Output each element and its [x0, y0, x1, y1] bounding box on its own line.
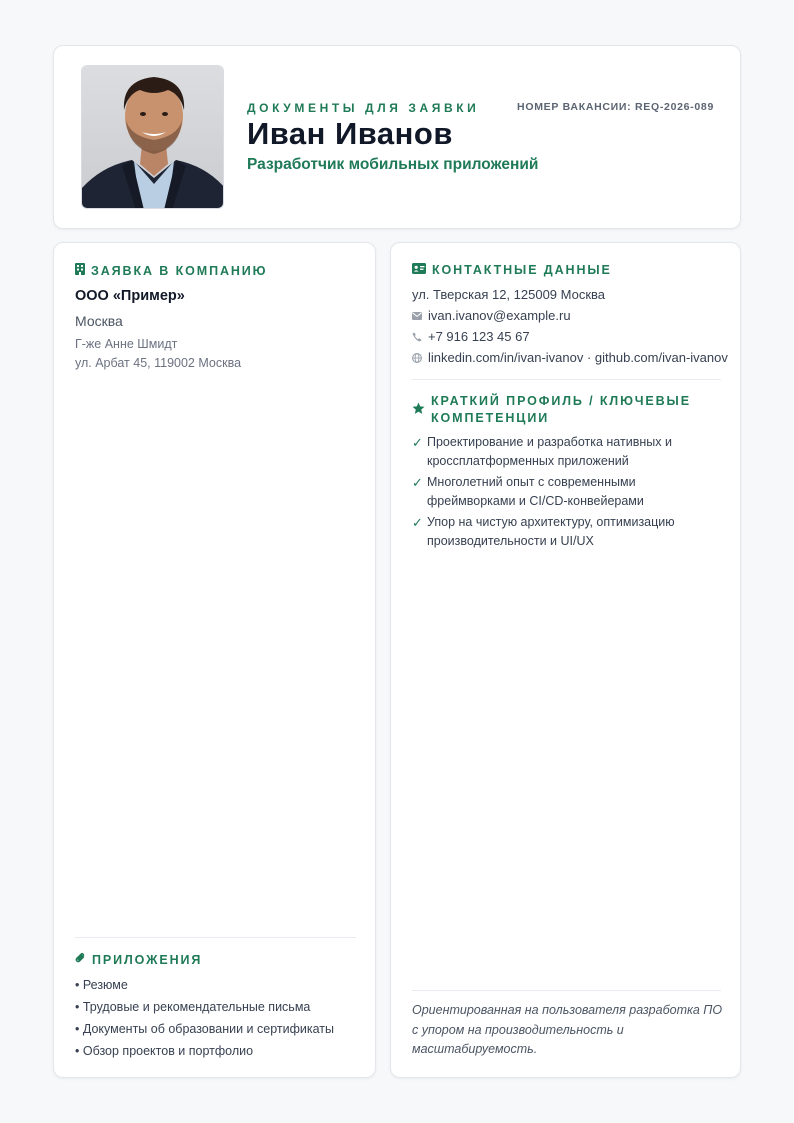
competency-text: Проектирование и разработка нативных и кроссплатформенных приложений [427, 435, 672, 468]
contact-phone[interactable]: +7 916 123 45 67 [428, 329, 530, 344]
profile-title-line2: КОМПЕТЕНЦИИ [431, 411, 550, 425]
company-city: Москва [75, 313, 123, 329]
attachments-list [75, 977, 334, 1065]
paperclip-icon [75, 952, 86, 967]
check-icon: ✓ [412, 435, 423, 450]
profile-title-line1: КРАТКИЙ ПРОФИЛЬ / КЛЮЧЕВЫЕ [431, 394, 691, 408]
contact-email-row [412, 308, 571, 323]
check-icon: ✓ [412, 515, 423, 530]
divider [412, 379, 721, 380]
list-item [412, 473, 722, 511]
header-eyebrow: ДОКУМЕНТЫ ДЛЯ ЗАЯВКИ [247, 101, 480, 115]
competencies-list [412, 433, 722, 553]
competency-text: Упор на чистую архитектуру, оптимизацию производительности и UI/UX [427, 515, 675, 548]
profile-tagline: Ориентированная на пользователя разработка ПО с упором на производительность и масштабируемость. [412, 1003, 723, 1056]
list-item: • Трудовые и рекомендательные письма [75, 1000, 311, 1014]
list-item: • Документы об образовании и сертификаты [75, 1022, 334, 1036]
list-item: • Обзор проектов и портфолио [75, 1044, 254, 1058]
contact-web-row [412, 350, 728, 365]
phone-icon [412, 332, 422, 342]
contact-phone-row [412, 329, 530, 344]
applicant-role: Разработчик мобильных приложений [247, 156, 539, 173]
contact-address: ул. Тверская 12, 125009 Москва [412, 287, 606, 302]
application-card [53, 242, 376, 1078]
contact-web[interactable]: linkedin.com/in/ivan-ivanov · github.com/ivan-ivanov [428, 350, 728, 365]
list-item [412, 433, 722, 471]
competency-text: Многолетний опыт с современными фреймворками и CI/CD-конвейерами [427, 475, 644, 508]
divider [412, 990, 721, 991]
header-card [53, 45, 741, 229]
profile-section-title [412, 393, 691, 427]
building-icon [75, 263, 85, 278]
profile-photo [81, 65, 224, 209]
recipient-address: ул. Арбат 45, 119002 Москва [75, 356, 242, 370]
star-icon [412, 402, 425, 418]
envelope-icon [412, 311, 422, 321]
divider [75, 937, 356, 938]
id-card-icon [412, 263, 426, 277]
application-section-title [75, 263, 267, 278]
recipient-name: Г-же Анне Шмидт [75, 337, 178, 351]
check-icon: ✓ [412, 475, 423, 490]
application-title-text: ЗАЯВКА В КОМПАНИЮ [91, 263, 268, 278]
list-item: • Резюме [75, 978, 128, 992]
applicant-name: Иван Иванов [247, 116, 453, 151]
contact-email[interactable]: ivan.ivanov@example.ru [428, 308, 571, 323]
vacancy-number: НОМЕР ВАКАНСИИ: REQ-2026-089 [517, 101, 714, 113]
globe-icon [412, 353, 422, 363]
attachments-section-title [75, 952, 202, 967]
profile-title-text [431, 393, 691, 427]
attachments-title-text: ПРИЛОЖЕНИЯ [92, 952, 203, 967]
company-name: ООО «Пример» [75, 288, 185, 304]
list-item [412, 513, 722, 551]
contact-card [390, 242, 741, 1078]
contact-title-text: КОНТАКТНЫЕ ДАННЫЕ [432, 263, 612, 277]
contact-section-title [412, 263, 612, 277]
